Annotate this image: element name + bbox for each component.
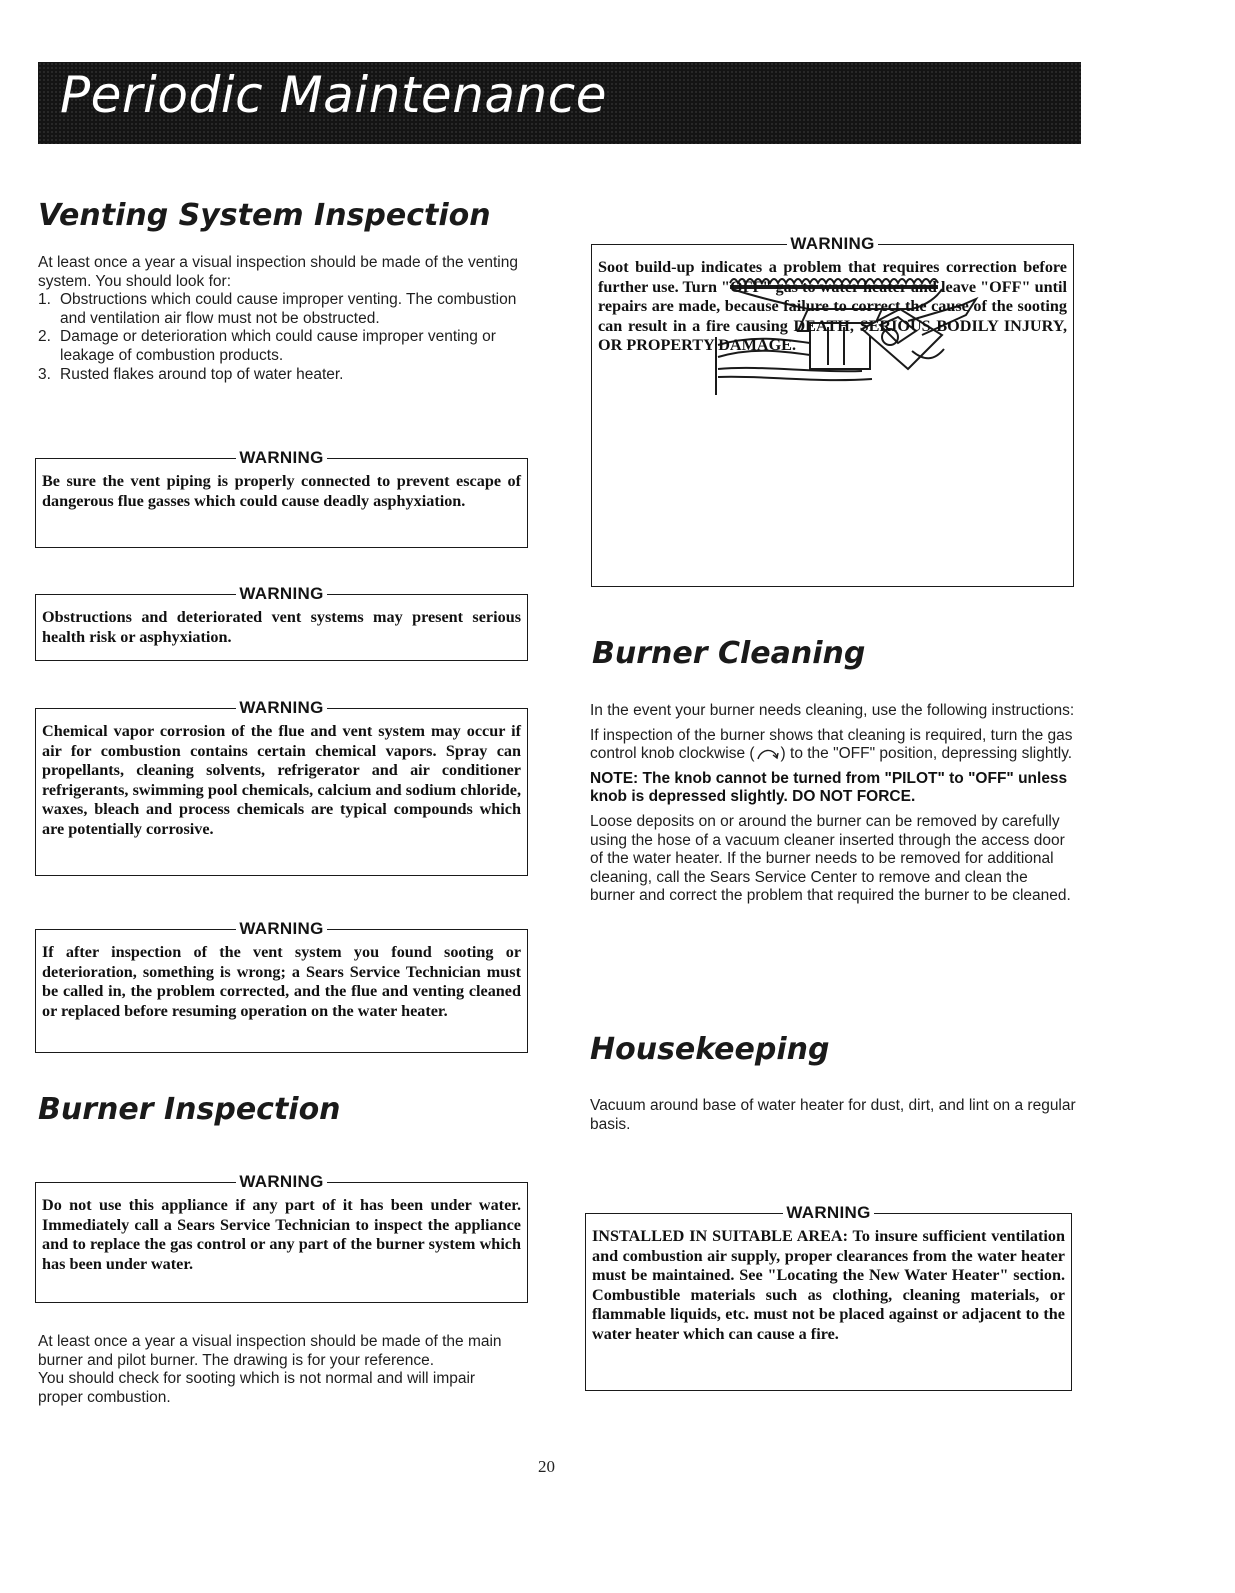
page-number: 20 [538,1457,555,1476]
paragraph: Vacuum around base of water heater for dust, dirt, and lint on a regular basis. [590,1097,1076,1133]
warning-obstructions [35,584,528,661]
warning-text: Be sure the vent piping is properly connected to prevent escape of dangerous flue gasses which could cause deadly asphyxiation. [42,472,521,510]
burner-cleaning-title: Burner Cleaning [592,636,866,671]
burner-inspection-title: Burner Inspection [38,1092,341,1127]
venting-body [38,254,524,384]
warning-vent-piping [35,448,528,548]
warning-label: WARNING [239,919,324,938]
warning-label: WARNING [239,1172,324,1191]
warning-chemical [35,698,528,876]
paragraph: At least once a year a visual inspection should be made of the main burner and pilot burner. The drawing is for your reference. [38,1333,502,1369]
warning-label: WARNING [239,584,324,603]
list-item: 2. Damage or deterioration which could cause improper venting or leakage of combustion products. [38,328,496,364]
warning-text: Do not use this appliance if any part of it has been under water. Immediately call a Sears Service Technician to inspect the appliance and to replace the gas control or any part of the burner system which has been under water. [42,1196,521,1273]
warning-label: WARNING [790,234,875,253]
housekeeping-title: Housekeeping [590,1032,830,1067]
note: NOTE: The knob cannot be turned from "PILOT" to "OFF" unless knob is depressed slightly. DO NOT FORCE. [590,769,1068,806]
warning-label: WARNING [239,698,324,717]
list-item: 1. Obstructions which could cause improper venting. The combustion and ventilation air flow must not be obstructed. [38,291,517,327]
venting-list [38,291,524,384]
burner-inspection-body [38,1333,524,1407]
warning-text: INSTALLED IN SUITABLE AREA: To insure sufficient ventilation and combustion air supply, proper clearances from the water heater must be maintained. See "Locating the New Water Heater" section. Combustible materials such as clothing, cleaning materials, or flammable liquids, etc. must not be placed against or adjacent to the water heater which can cause a fire. [592,1227,1065,1343]
venting-title: Venting System Inspection [38,198,491,233]
warning-sooting [35,919,528,1053]
warning-text: Obstructions and deteriorated vent systems may present serious health risk or asphyxiation. [42,608,521,646]
warning-installed [585,1203,1072,1391]
warning-under-water [35,1172,528,1303]
housekeeping-body [590,1097,1076,1134]
paragraph: In the event your burner needs cleaning, use the following instructions: [590,702,1075,719]
venting-intro: At least once a year a visual inspection should be made of the venting system. You should look for: [38,254,518,290]
banner-title: Periodic Maintenance [60,66,607,124]
warning-soot [591,234,1074,587]
clockwise-arrow-icon [755,746,781,760]
warning-label: WARNING [239,448,324,467]
paragraph: If inspection of the burner shows that cleaning is required, turn the gas control knob clockwise ( ) to the "OFF" position, depressing slightly. [590,726,1073,763]
warning-label: WARNING [786,1203,871,1222]
warning-text: Soot build-up indicates a problem that requires correction before further use. Turn "OFF" gas to water heater and leave "OFF" until repairs are made, because failure to correct the cause of the sooting can result in a fire causing DEATH, SERIOUS BODILY INJURY, OR PROPERTY DAMAGE. [598,258,1067,354]
warning-text: Chemical vapor corrosion of the flue and vent system may occur if air for combustion contains certain chemical vapors. Spray can propellants, cleaning solvents, refrigerator and air conditioner refrigerants, swimming pool chemicals, calcium and sodium chloride, waxes, bleach and process chemicals are typical compounds which are potentially corrosive. [42,722,521,838]
burner-cleaning-body [590,702,1076,906]
paragraph: Loose deposits on or around the burner can be removed by carefully using the hose of a vacuum cleaner inserted through the access door of the water heater. If the burner needs to be removed for additional cleaning, call the Sears Service Center to remove and clean the burner and correct the problem that required the burner to be cleaned. [590,812,1071,905]
list-item: 3. Rusted flakes around top of water heater. [38,365,344,383]
paragraph: You should check for sooting which is not normal and will impair proper combustion. [38,1370,476,1406]
page-banner [38,62,1081,144]
warning-text: If after inspection of the vent system you found sooting or deterioration, something is wrong; a Sears Service Technician must be called in, the problem corrected, and the flue and venting cleaned or replaced before resuming operation on the water heater. [42,943,521,1020]
